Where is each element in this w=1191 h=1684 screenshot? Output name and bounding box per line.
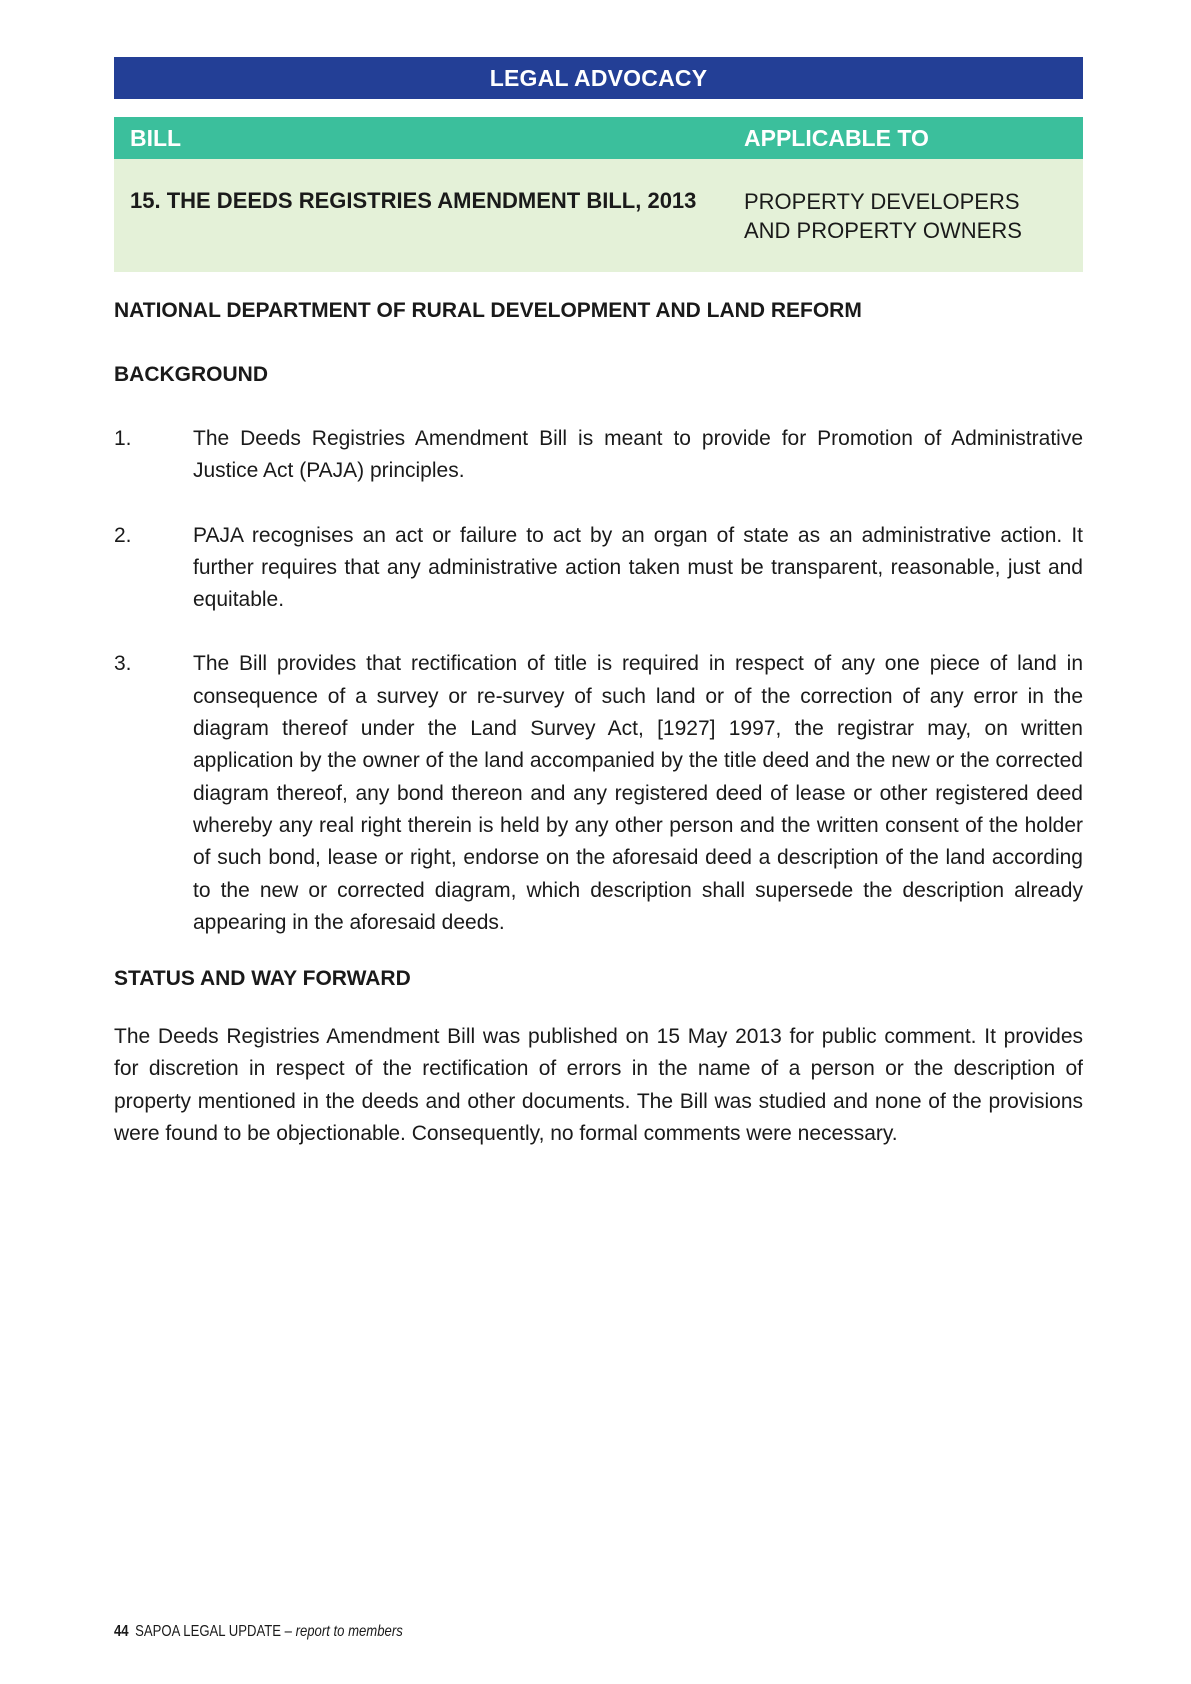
applicable-to-line-1: PROPERTY DEVELOPERS <box>744 189 1020 214</box>
section-title: LEGAL ADVOCACY <box>489 65 708 91</box>
list-item <box>114 423 1083 488</box>
list-item-number: 2. <box>114 523 132 547</box>
list-item-number: 1. <box>114 427 132 450</box>
bill-name: 15. THE DEEDS REGISTRIES AMENDMENT BILL, 2013 <box>130 188 697 213</box>
bill-table-row <box>114 159 1083 272</box>
background-heading: BACKGROUND <box>114 363 268 386</box>
status-heading: STATUS AND WAY FORWARD <box>114 967 411 991</box>
page-number: 44 <box>114 1623 129 1640</box>
list-item <box>114 520 1083 617</box>
publication-name: SAPOA LEGAL UPDATE – <box>135 1623 296 1640</box>
header-applicable-to: APPLICABLE TO <box>744 124 929 151</box>
page-content <box>114 57 1083 1150</box>
publication-subtitle: report to members <box>295 1623 403 1640</box>
background-list <box>114 423 1083 939</box>
bill-table-header <box>114 117 1083 159</box>
list-item-text: The Deeds Registries Amendment Bill is meant to provide for Promotion of Administrative Justice Act (PAJA) principles. <box>193 427 1083 483</box>
status-paragraph: The Deeds Registries Amendment Bill was published on 15 May 2013 for public comment. It provides for discretion in respect of the rectification of errors in the name of a person or the description of property mentioned in the deeds and other documents. The Bill was studied and none of the provisions were found to be objectionable. Consequently, no formal comments were necessary. <box>114 1025 1083 1146</box>
list-item <box>114 648 1083 939</box>
section-banner <box>114 57 1083 99</box>
header-bill: BILL <box>130 124 182 151</box>
page-footer <box>114 1623 403 1641</box>
department-heading: NATIONAL DEPARTMENT OF RURAL DEVELOPMENT AND LAND REFORM <box>114 299 862 322</box>
applicable-to-line-2: AND PROPERTY OWNERS <box>744 218 1022 243</box>
list-item-text: The Bill provides that rectification of title is required in respect of any one piece of land in consequence of a survey or re-survey of such land or of the correction of any error in the diagram thereof under the Land Survey Act, [1927] 1997, the registrar may, on written application by the owner of the land accompanied by the title deed and the new or the corrected diagram thereof, any bond thereon and any registered deed of lease or other registered deed whereby any real right therein is held by any other person and the written consent of the holder of such bond, lease or right, endorse on the aforesaid deed a description of the land according to the new or corrected diagram, which description shall supersede the description already appearing in the aforesaid deeds. <box>193 652 1083 934</box>
list-item-number: 3. <box>114 652 132 676</box>
list-item-text: PAJA recognises an act or failure to act by an organ of state as an administrative action. It further requires that any administrative action taken must be transparent, reasonable, just and equitable. <box>193 523 1083 612</box>
bill-table <box>114 117 1083 272</box>
applicable-to-value <box>744 158 1083 245</box>
